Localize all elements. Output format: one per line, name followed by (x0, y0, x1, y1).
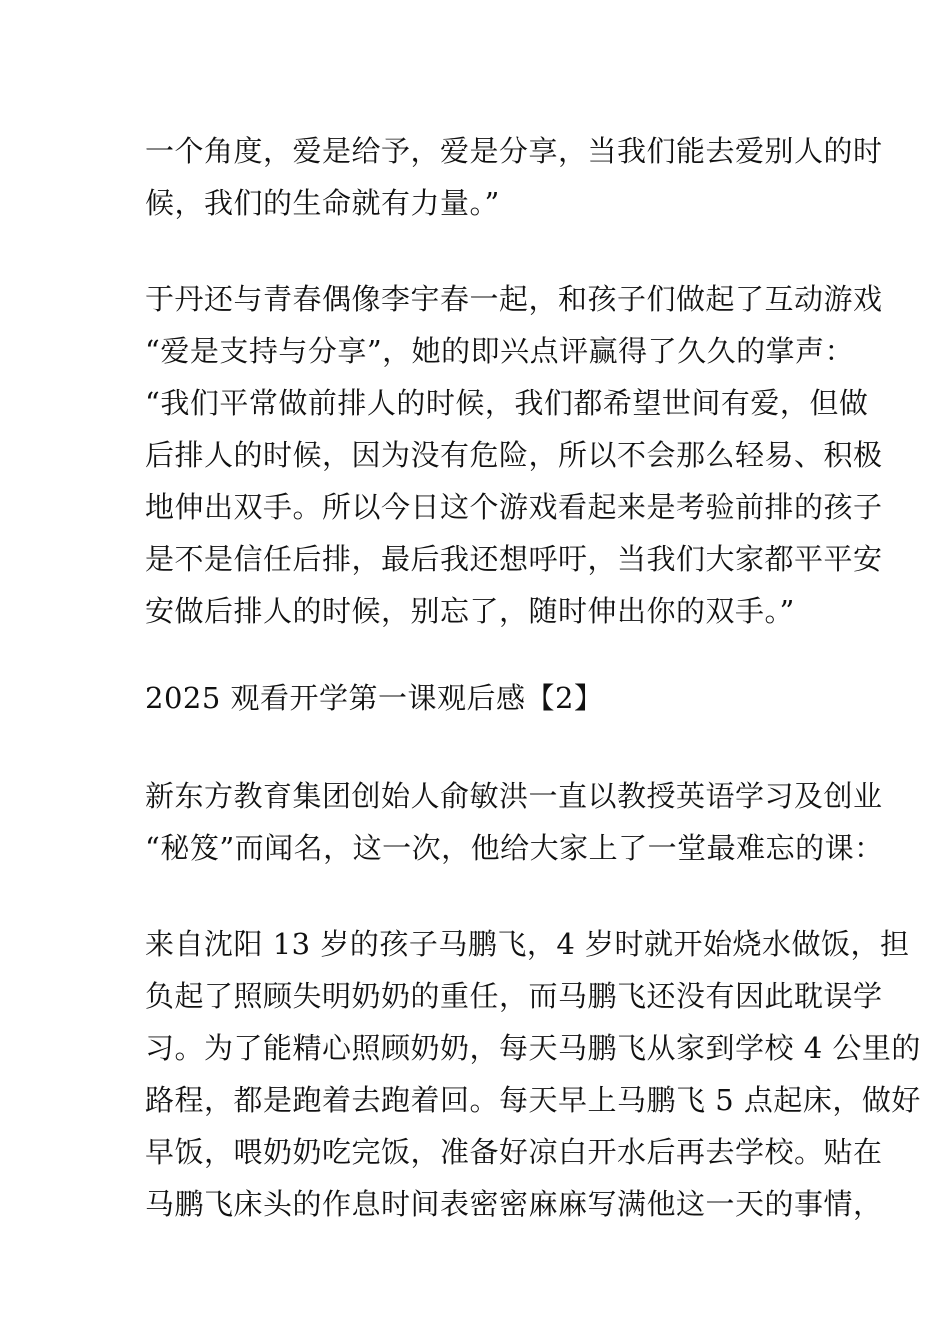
text-line: 负起了照顾失明奶奶的重任，而马鹏飞还没有因此耽误学 (145, 979, 883, 1013)
text-line: “我们平常做前排人的时候，我们都希望世间有爱，但做 (145, 386, 869, 420)
section-heading: 2025 观看开学第一课观后感【2】 (145, 681, 604, 715)
text-line: 路程，都是跑着去跑着回。每天早上马鹏飞 5 点起床，做好 (145, 1083, 921, 1117)
text-line: 候，我们的生命就有力量。” (145, 186, 500, 220)
text-line: 一个角度，爱是给予，爱是分享，当我们能去爱别人的时 (145, 134, 883, 168)
text-line: 早饭，喂奶奶吃完饭，准备好凉白开水后再去学校。贴在 (145, 1135, 883, 1169)
text-line: 安做后排人的时候，别忘了，随时伸出你的双手。” (145, 594, 795, 628)
text-line: “爱是支持与分享”，她的即兴点评赢得了久久的掌声： (145, 334, 855, 368)
text-line: 来自沈阳 13 岁的孩子马鹏飞，4 岁时就开始烧水做饭，担 (145, 927, 910, 961)
text-line: 是不是信任后排，最后我还想呼吁，当我们大家都平平安 (145, 542, 883, 576)
text-line: “秘笈”而闻名，这一次，他给大家上了一堂最难忘的课： (145, 831, 884, 865)
text-line: 后排人的时候，因为没有危险，所以不会那么轻易、积极 (145, 438, 883, 472)
text-line: 地伸出双手。所以今日这个游戏看起来是考验前排的孩子 (145, 490, 883, 524)
text-line: 新东方教育集团创始人俞敏洪一直以教授英语学习及创业 (145, 779, 883, 813)
text-line: 于丹还与青春偶像李宇春一起，和孩子们做起了互动游戏 (145, 282, 883, 316)
text-line: 马鹏飞床头的作息时间表密密麻麻写满他这一天的事情， (145, 1187, 883, 1221)
text-line: 习。为了能精心照顾奶奶，每天马鹏飞从家到学校 4 公里的 (145, 1031, 921, 1065)
